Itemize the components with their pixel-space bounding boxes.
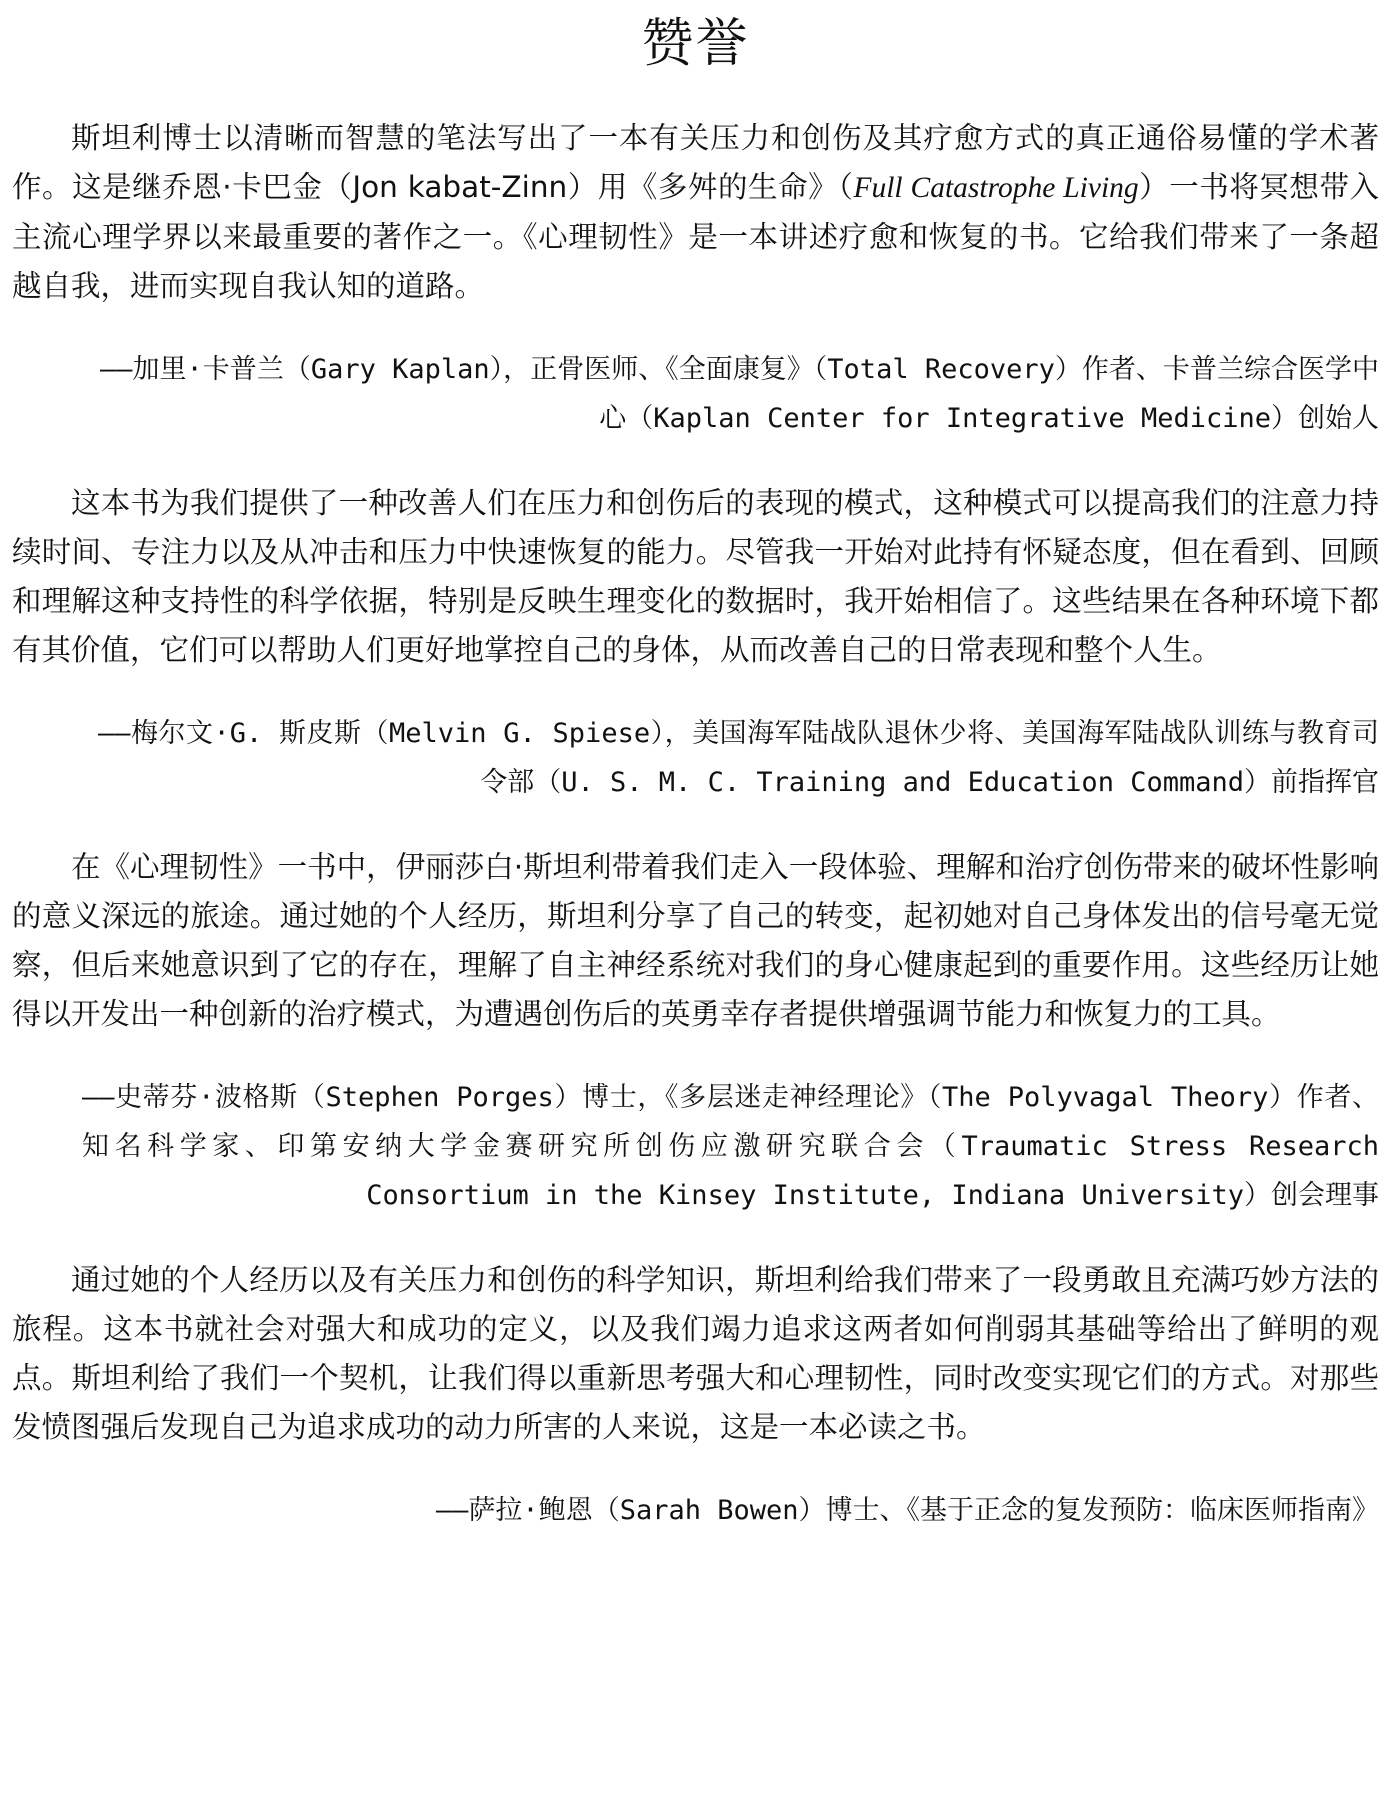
endorsement-text-1 (12, 114, 1379, 311)
book-page (12, 0, 1379, 1800)
endorsement-attribution-3: ——史蒂芬·波格斯（Stephen Porges）博士，《多层迷走神经理论》（The Polyvagal Theory）作者、知名科学家、印第安纳大学金赛研究所创伤应激研究联合会（Traumatic Stress Research Consortium in the Kinsey Institute, Indiana University）创会理事 (82, 1082, 1379, 1211)
endorsement-text-2: 这本书为我们提供了一种改善人们在压力和创伤后的表现的模式，这种模式可以提高我们的注意力持续时间、专注力以及从冲击和压力中快速恢复的能力。尽管我一开始对此持有怀疑态度，但在看到、回顾和理解这种支持性的科学依据，特别是反映生理变化的数据时，我开始相信了。这些结果在各种环境下都有其价值，它们可以帮助人们更好地掌控自己的身体，从而改善自己的日常表现和整个人生。 (12, 486, 1379, 667)
book-title-italic: Full Catastrophe Living (853, 172, 1139, 204)
endorsement-text-4: 通过她的个人经历以及有关压力和创伤的科学知识，斯坦利给我们带来了一段勇敢且充满巧妙方法的旅程。这本书就社会对强大和成功的定义，以及我们竭力追求这两者如何削弱其基础等给出了鲜明的观点。斯坦利给了我们一个契机，让我们得以重新思考强大和心理韧性，同时改变实现它们的方式。对那些发愤图强后发现自己为追求成功的动力所害的人来说，这是一本必读之书。 (12, 1263, 1379, 1444)
endorsement-attribution-1: ——加里·卡普兰（Gary Kaplan），正骨医师、《全面康复》（Total Recovery）作者、卡普兰综合医学中心（Kaplan Center for Integrative Medicine）创始人 (100, 354, 1379, 434)
endorsement-attribution-4: ——萨拉·鲍恩（Sarah Bowen）博士、《基于正念的复发预防：临床医师指南》 (435, 1495, 1379, 1526)
page-title: 赞誉 (641, 14, 750, 74)
endorsement-text-1-part-2: ）一书将冥想带入主流心理学界以来最重要的著作之一。《心理韧性》是一本讲述疗愈和恢复的书。它给我们带来了一条超越自我，进而实现自我认知的道路。 (12, 170, 1379, 303)
endorsement-text-1-part-1: 斯坦利博士以清晰而智慧的笔法写出了一本有关压力和创伤及其疗愈方式的真正通俗易懂的学术著作。这是继乔恩·卡巴金（Jon kabat-Zinn）用《多舛的生命》（ (12, 121, 1379, 204)
endorsement-attribution-2: ——梅尔文·G. 斯皮斯（Melvin G. Spiese），美国海军陆战队退休少将、美国海军陆战队训练与教育司令部（U. S. M. C. Training and Education Command）前指挥官 (98, 718, 1379, 798)
endorsement-text-3: 在《心理韧性》一书中，伊丽莎白·斯坦利带着我们走入一段体验、理解和治疗创伤带来的破坏性影响的意义深远的旅途。通过她的个人经历，斯坦利分享了自己的转变，起初她对自己身体发出的信号毫无觉察，但后来她意识到了它的存在，理解了自主神经系统对我们的身心健康起到的重要作用。这些经历让她得以开发出一种创新的治疗模式，为遭遇创伤后的英勇幸存者提供增强调节能力和恢复力的工具。 (12, 850, 1379, 1031)
